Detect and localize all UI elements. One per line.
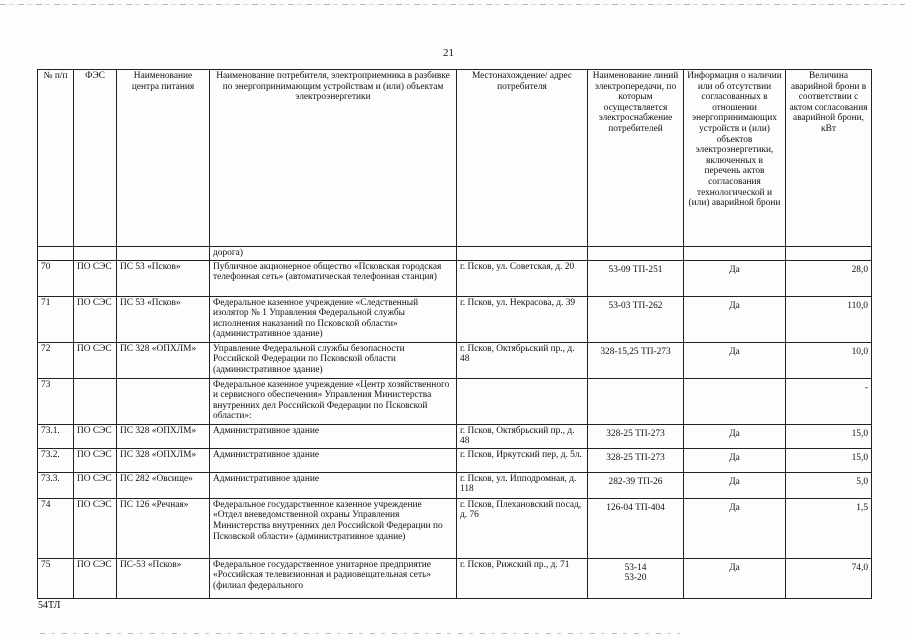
cell-fes: ПО СЭС [74, 296, 117, 342]
cell-info [684, 378, 786, 424]
header-reserve: Величина аварийной брони в соответствии с актом согласования аварийной брони, кВт [786, 70, 872, 247]
cell-reserve: 110,0 [786, 296, 872, 342]
cell-num: 71 [38, 296, 74, 342]
cell-info: Да [684, 448, 786, 472]
cell-lines: 53-09 ТП-251 [588, 260, 684, 296]
header-info: Информация о наличии или об отсутствии согласованных в отношении энергопринимающих устройств и (или) объектов электроэнергетики, включенных в перечень актов согласования технологической и (или) аварийной брони [684, 70, 786, 247]
emergency-reserve-table [37, 69, 872, 599]
cell-num: 73 [38, 378, 74, 424]
cell-reserve: 1,5 [786, 498, 872, 558]
cell-address: г. Псков, Плехановский посад, д. 76 [457, 498, 588, 558]
cell-power-center: ПС-53 «Псков» [117, 558, 210, 598]
cell-consumer: Федеральное государственное унитарное предприятие «Российская телевизионная и радиовещательная сеть» (филиал федерального [210, 558, 457, 598]
cell-num: 73.2. [38, 448, 74, 472]
scan-artifact-bottom [40, 633, 680, 634]
cell-address: г. Псков, Рижский пр., д. 71 [457, 558, 588, 598]
cell-consumer: Административное здание [210, 424, 457, 448]
table-row [38, 342, 872, 378]
cell-fes: ПО СЭС [74, 342, 117, 378]
cell-power-center: ПС 328 «ОПХЛМ» [117, 448, 210, 472]
cell-lines: 282-39 ТП-26 [588, 472, 684, 498]
cell-lines: 328-25 ТП-273 [588, 424, 684, 448]
cell-power-center: ПС 282 «Овсище» [117, 472, 210, 498]
cell-power-center [117, 378, 210, 424]
cell-consumer: Административное здание [210, 448, 457, 472]
cell-consumer: Управление Федеральной службы безопасности Российской Федерации по Псковской области (административное здание) [210, 342, 457, 378]
cell-reserve: 5,0 [786, 472, 872, 498]
continuation-text: дорога) [210, 247, 457, 261]
cell-fes: ПО СЭС [74, 472, 117, 498]
cell-power-center: ПС 126 «Речная» [117, 498, 210, 558]
cell-num: 70 [38, 260, 74, 296]
cell-power-center: ПС 53 «Псков» [117, 296, 210, 342]
cell-info: Да [684, 260, 786, 296]
cell-info: Да [684, 342, 786, 378]
cell-lines: 53-14 53-20 [588, 558, 684, 598]
cell-lines: 53-03 ТП-262 [588, 296, 684, 342]
cell-reserve: 74,0 [786, 558, 872, 598]
table-row [38, 378, 872, 424]
continuation-row [38, 247, 872, 261]
table-row [38, 558, 872, 598]
cell-consumer: Федеральное казенное учреждение «Центр хозяйственного и сервисного обеспечения» Управления Министерства внутренних дел Российской Федерации по Псковской области»: [210, 378, 457, 424]
cell-reserve: 15,0 [786, 424, 872, 448]
page-number: 21 [443, 47, 454, 59]
table-row [38, 424, 872, 448]
header-power-center: Наименование центра питания [117, 70, 210, 247]
cell-fes: ПО СЭС [74, 260, 117, 296]
cell-fes: ПО СЭС [74, 448, 117, 472]
cell-address: г. Псков, ул. Советская, д. 20 [457, 260, 588, 296]
header-consumer: Наименование потребителя, электроприемника в разбивке по энергопринимающим устройствам и (или) объектам электроэнергетики [210, 70, 457, 247]
cell-lines [588, 378, 684, 424]
cell-consumer: Федеральное казенное учреждение «Следственный изолятор № 1 Управления Федеральной службы исполнения наказаний по Псковской области» (административное здание) [210, 296, 457, 342]
cell-lines: 328-25 ТП-273 [588, 448, 684, 472]
cell-power-center: ПС 328 «ОПХЛМ» [117, 424, 210, 448]
cell-info: Да [684, 558, 786, 598]
table-row [38, 260, 872, 296]
cell-power-center: ПС 328 «ОПХЛМ» [117, 342, 210, 378]
cell-info: Да [684, 296, 786, 342]
table-row [38, 498, 872, 558]
cell-power-center: ПС 53 «Псков» [117, 260, 210, 296]
cell-info: Да [684, 424, 786, 448]
cell-num: 73.1. [38, 424, 74, 448]
cell-info: Да [684, 472, 786, 498]
cell-reserve: 15,0 [786, 448, 872, 472]
table-row [38, 448, 872, 472]
cell-num: 74 [38, 498, 74, 558]
footer-code: 54ТЛ [38, 600, 61, 611]
cell-num: 73.3. [38, 472, 74, 498]
cell-address: г. Псков, ул. Ипподромная, д. 118 [457, 472, 588, 498]
header-fes: ФЭС [74, 70, 117, 247]
cell-fes: ПО СЭС [74, 498, 117, 558]
table-row [38, 296, 872, 342]
cell-reserve: - [786, 378, 872, 424]
cell-reserve: 10,0 [786, 342, 872, 378]
cell-address: г. Псков, ул. Некрасова, д. 39 [457, 296, 588, 342]
cell-address: г. Псков, Октябрьский пр., д. 48 [457, 424, 588, 448]
header-num: № п/п [38, 70, 74, 247]
cell-reserve: 28,0 [786, 260, 872, 296]
table-body [38, 260, 872, 598]
table-header-row [38, 70, 872, 247]
cell-fes [74, 378, 117, 424]
cell-lines: 126-04 ТП-404 [588, 498, 684, 558]
header-address: Местонахождение/ адрес потребителя [457, 70, 588, 247]
cell-fes: ПО СЭС [74, 424, 117, 448]
cell-lines: 328-15,25 ТП-273 [588, 342, 684, 378]
cell-info: Да [684, 498, 786, 558]
table-row [38, 472, 872, 498]
cell-consumer: Федеральное государственное казенное учреждение «Отдел вневедомственной охраны Управления Министерства внутренних дел Российской Федерации по Псковской области» (административное здание) [210, 498, 457, 558]
cell-address: г. Псков, Октябрьский пр., д. 48 [457, 342, 588, 378]
cell-address: г. Псков, Иркутский пер, д. 5л. [457, 448, 588, 472]
scan-artifact-top [0, 4, 905, 5]
cell-fes: ПО СЭС [74, 558, 117, 598]
cell-num: 72 [38, 342, 74, 378]
cell-consumer: Административное здание [210, 472, 457, 498]
cell-consumer: Публичное акционерное общество «Псковская городская телефонная сеть» (автоматическая телефонная станция) [210, 260, 457, 296]
cell-num: 75 [38, 558, 74, 598]
header-lines: Наименование линий электропередачи, по которым осуществляется электроснабжение потребителей [588, 70, 684, 247]
cell-address [457, 378, 588, 424]
